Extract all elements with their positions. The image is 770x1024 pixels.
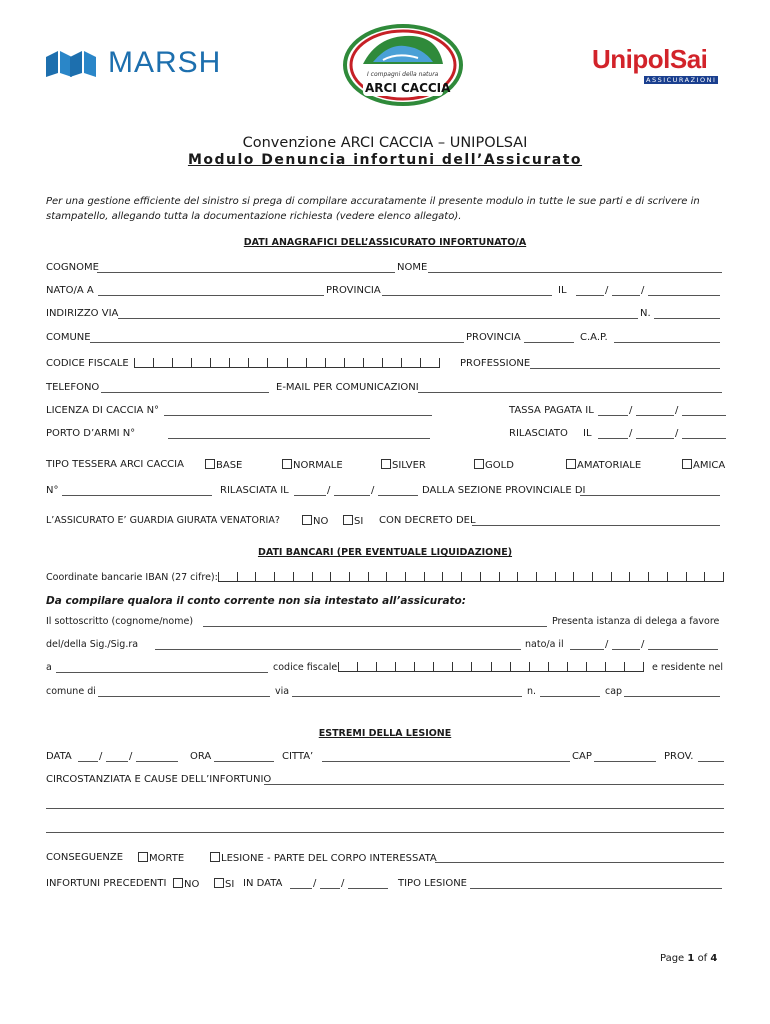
page-subtitle: Modulo Denuncia infortuni dell’Assicurato [187,152,583,168]
rilasciato-year-field[interactable] [682,438,726,439]
unipolsai-wordmark: UnipolSai [592,44,708,74]
nato-il-label: nato/a il [525,639,564,650]
telefono-label: TELEFONO [46,382,100,393]
arci-caccia-tagline: I compagni della natura [367,71,439,78]
nome-label: NOME [397,262,428,273]
codice-fiscale-delegato-label: codice fiscale [273,662,338,673]
birth-day-field[interactable] [576,295,604,296]
morte-option[interactable]: MORTE [138,852,184,864]
unipolsai-subtitle: ASSICURAZIONI [646,76,717,84]
section-heading-lesione: ESTREMI DELLA LESIONE [318,728,452,739]
cap-label: C.A.P. [580,332,608,343]
conseguenze-label: CONSEGUENZE [46,852,124,863]
iban-label: Coordinate bancarie IBAN (27 cifre): [46,572,218,583]
email-label: E-MAIL PER COMUNICAZIONI [276,382,419,393]
iban-boxes[interactable] [218,572,724,582]
rilasciata-day-field[interactable] [294,495,326,496]
residente-label: e residente nel [652,662,723,673]
porto-label: PORTO D’ARMI N° [46,428,136,439]
comune-field[interactable] [90,342,464,343]
istanza-label: Presenta istanza di delega a favore [552,616,720,627]
il-label: IL [558,285,567,296]
provincia-field[interactable] [382,295,552,296]
date-separator: / [313,878,317,889]
circostanze-line-2[interactable] [46,808,724,809]
checkbox-icon [381,459,391,469]
checkbox-icon [474,459,484,469]
tassa-year-field[interactable] [682,415,726,416]
rilasciato-month-field[interactable] [636,438,674,439]
precedenti-month-field[interactable] [320,888,340,889]
prov-field[interactable] [698,761,724,762]
indirizzo-field[interactable] [118,318,638,319]
ora-label: ORA [190,751,212,762]
sottoscritto-field[interactable] [203,626,547,627]
tassa-label: TASSA PAGATA IL [509,405,594,416]
sezione-label: DALLA SEZIONE PROVINCIALE DI [422,485,586,496]
delegato-comune-field[interactable] [98,696,270,697]
delegato-year-field[interactable] [648,649,718,650]
della-label: del/della Sig./Sig.ra [46,639,139,650]
marsh-wordmark: MARSH [108,46,222,79]
delegato-luogo-field[interactable] [56,672,268,673]
date-separator: / [675,428,679,439]
lesione-option[interactable]: LESIONE - PARTE DEL CORPO INTERESSATA [210,852,437,864]
cap-field[interactable] [614,342,720,343]
tessera-option-normale[interactable]: NORMALE [282,459,343,471]
codice-fiscale-boxes[interactable] [134,358,440,368]
sezione-field[interactable] [580,495,720,496]
checkbox-icon [566,459,576,469]
numero-field[interactable] [654,318,720,319]
date-separator: / [371,485,375,496]
provincia2-label: PROVINCIA [466,332,521,343]
decreto-field[interactable] [472,525,720,526]
in-data-label: IN DATA [243,878,283,889]
delegato-month-field[interactable] [612,649,640,650]
date-separator: / [605,639,609,650]
della-field[interactable] [155,649,521,650]
tessera-option-amica[interactable]: AMICA [682,459,725,471]
codice-fiscale-delegato-boxes[interactable] [338,662,644,672]
checkbox-icon [173,878,183,888]
checkbox-icon [282,459,292,469]
data-label: DATA [46,751,72,762]
tessera-number-label: N° [46,485,59,496]
section-heading-bancari: DATI BANCARI (PER EVENTUALE LIQUIDAZIONE) [257,547,513,558]
precedenti-label: INFORTUNI PRECEDENTI [46,878,167,889]
date-separator: / [99,751,103,762]
guardia-label: L’ASSICURATO E’ GUARDIA GIURATA VENATORIA? [46,515,280,526]
date-separator: / [641,639,645,650]
tessera-option-base[interactable]: BASE [205,459,242,471]
rilasciato-il-label: IL [583,428,592,439]
lesione-year-field[interactable] [136,761,178,762]
tipo-lesione-label: TIPO LESIONE [398,878,467,889]
tipo-lesione-field[interactable] [470,888,722,889]
tassa-day-field[interactable] [598,415,628,416]
intro-text: Per una gestione efficiente del sinistro si prega di compilare accuratamente il presente modulo in tutte le sue parti e di scrivere in stampatello, allegando tutta la documentazione richiesta (vedere elenco allegato). [46,196,700,222]
tassa-month-field[interactable] [636,415,674,416]
ora-field[interactable] [214,761,274,762]
date-separator: / [605,285,609,296]
tessera-option-silver[interactable]: SILVER [381,459,426,471]
rilasciata-month-field[interactable] [334,495,370,496]
date-separator: / [327,485,331,496]
lesione-day-field[interactable] [78,761,98,762]
nato-label: NATO/A A [46,285,94,296]
provincia2-field[interactable] [524,342,574,343]
birth-month-field[interactable] [612,295,640,296]
rilasciato-label: RILASCIATO [509,428,568,439]
via-label: via [275,686,290,697]
date-separator: / [129,751,133,762]
checkbox-icon [343,515,353,525]
telefono-field[interactable] [101,392,269,393]
decreto-label: CON DECRETO DEL [379,515,476,526]
date-separator: / [629,405,633,416]
date-separator: / [341,878,345,889]
professione-label: PROFESSIONE [460,358,531,369]
indirizzo-label: INDIRIZZO VIA [46,308,119,319]
rilasciata-il-label: RILASCIATA IL [220,485,289,496]
section-heading-anagrafica: DATI ANAGRAFICI DELL’ASSICURATO INFORTUNATO/A [243,237,527,248]
marsh-mark-icon [46,49,96,79]
arci-caccia-logo [343,24,463,106]
lesione-month-field[interactable] [106,761,128,762]
checkbox-icon [302,515,312,525]
cognome-field[interactable] [97,272,395,273]
a-label: a [46,662,52,673]
lesione-cap-field[interactable] [594,761,656,762]
citta-label: CITTA’ [282,751,314,762]
delegato-day-field[interactable] [570,649,604,650]
email-field[interactable] [418,392,722,393]
lesione-cap-label: CAP [572,751,592,762]
precedenti-si-option[interactable]: SI [214,878,234,890]
porto-field[interactable] [168,438,430,439]
precedenti-year-field[interactable] [348,888,388,889]
licenza-label: LICENZA DI CACCIA N° [46,405,160,416]
rilasciata-year-field[interactable] [378,495,418,496]
tessera-label: TIPO TESSERA ARCI CACCIA [46,459,184,470]
checkbox-icon [138,852,148,862]
cognome-label: COGNOME [46,262,99,273]
unipolsai-logo [592,44,722,88]
comune-di-label: comune di [46,686,96,697]
nato-field[interactable] [98,295,324,296]
date-separator: / [675,405,679,416]
tessera-number-field[interactable] [62,495,212,496]
page-title: Convenzione ARCI CACCIA – UNIPOLSAI [242,135,528,151]
page-number: Page 1 of 4 [660,953,718,964]
arci-caccia-wordmark: ARCI CACCIA [365,81,451,95]
circostanze-field[interactable] [264,784,724,785]
delegato-via-field[interactable] [292,696,522,697]
checkbox-icon [214,878,224,888]
sottoscritto-label: Il sottoscritto (cognome/nome) [46,616,194,627]
provincia-label: PROVINCIA [326,285,381,296]
nome-field[interactable] [428,272,722,273]
birth-year-field[interactable] [648,295,720,296]
guardia-si-option[interactable]: SI [343,515,363,527]
precedenti-day-field[interactable] [290,888,312,889]
checkbox-icon [205,459,215,469]
precedenti-no-option[interactable]: NO [173,878,199,890]
circostanze-line-3[interactable] [46,832,724,833]
professione-field[interactable] [530,368,720,369]
codice-fiscale-label: CODICE FISCALE [46,358,129,369]
delegato-civico-field[interactable] [540,696,600,697]
guardia-no-option[interactable]: NO [302,515,328,527]
checkbox-icon [682,459,692,469]
prov-label: PROV. [664,751,694,762]
checkbox-icon [210,852,220,862]
civico-label: n. [527,686,537,697]
licenza-field[interactable] [164,415,432,416]
delegato-cap-field[interactable] [624,696,720,697]
rilasciato-day-field[interactable] [598,438,628,439]
date-separator: / [641,285,645,296]
bancari-note: Da compilare qualora il conto corrente non sia intestato all’assicurato: [46,595,466,607]
circostanze-label: CIRCOSTANZIATA E CAUSE DELL’INFORTUNIO [46,774,272,785]
delegato-cap-label: cap [605,686,623,697]
numero-label: N. [640,308,651,319]
date-separator: / [629,428,633,439]
tessera-option-amatoriale[interactable]: AMATORIALE [566,459,641,471]
parte-corpo-field[interactable] [435,862,724,863]
comune-label: COMUNE [46,332,91,343]
tessera-option-gold[interactable]: GOLD [474,459,514,471]
citta-field[interactable] [322,761,570,762]
